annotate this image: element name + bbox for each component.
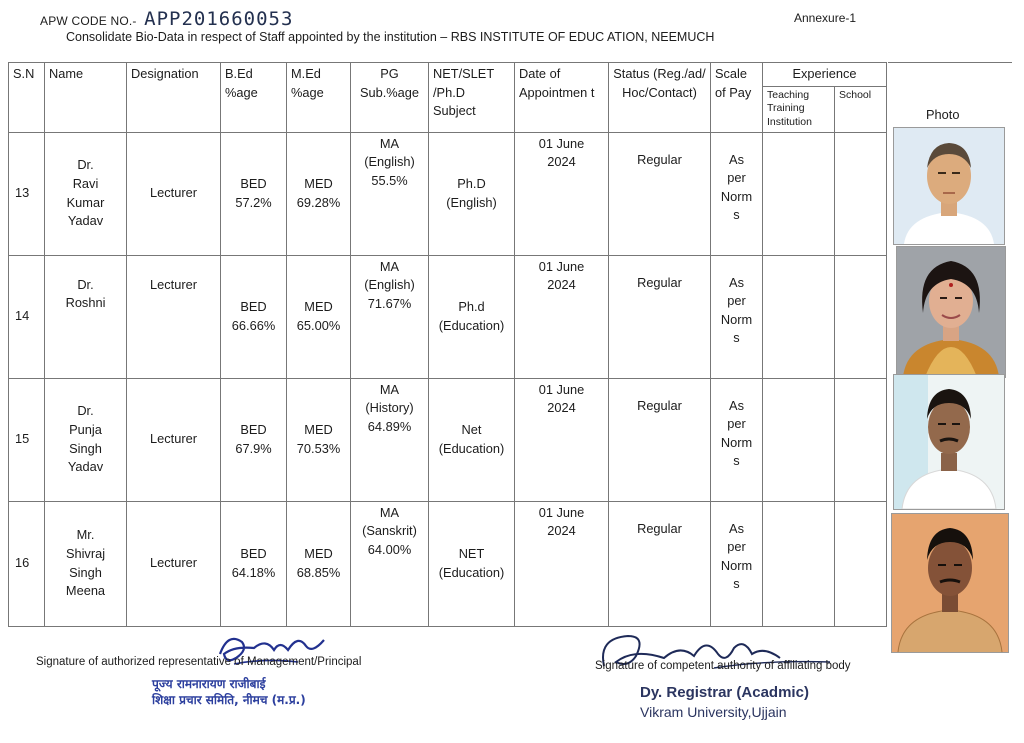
cell-name: Dr. Roshni [45,255,127,378]
portrait-man-icon [894,128,1004,244]
cell-exp-school [835,378,887,501]
table-row [9,255,887,378]
photo-header [888,62,1012,129]
photo-header-label: Photo [926,107,960,122]
cell-date: 01 June 2024 [515,378,609,501]
apw-code-label: APW CODE NO.- [40,14,137,28]
stamp-right-line1: Dy. Registrar (Acadmic) [640,684,809,701]
portrait-man-icon [894,375,1004,509]
cell-med: MED 69.28% [287,132,351,255]
cell-net: Ph.d (Education) [429,255,515,378]
cell-exp-school [835,132,887,255]
cell-name: Dr. Ravi Kumar Yadav [45,132,127,255]
cell-designation: Lecturer [127,378,221,501]
cell-med: MED 70.53% [287,378,351,501]
header-designation: Designation [127,63,221,133]
table-row [9,132,887,255]
cell-scale: As per Norm s [711,132,763,255]
cell-exp-teaching [763,132,835,255]
header-pg: PG Sub.%age [351,63,429,133]
cell-exp-teaching [763,501,835,626]
cell-med: MED 68.85% [287,501,351,626]
header-med: M.Ed %age [287,63,351,133]
cell-status: Regular [609,501,711,626]
cell-exp-school [835,255,887,378]
cell-status: Regular [609,378,711,501]
cell-designation: Lecturer [127,255,221,378]
header-name: Name [45,63,127,133]
document-title: Consolidate Bio-Data in respect of Staff appointed by the institution – RBS INSTITUTE OF EDUC ATION, NEEMUCH [66,30,715,44]
cell-designation: Lecturer [127,132,221,255]
header-net: NET/SLET /Ph.D Subject [429,63,515,133]
header-exp-teaching: Teaching Training Institution [763,86,835,132]
cell-bed: BED 66.66% [221,255,287,378]
header-exp-school: School [835,86,887,132]
cell-status: Regular [609,255,711,378]
header-experience: Experience [763,63,887,87]
stamp-left-line2: शिक्षा प्रचार समिति, नीमच (म.प्र.) [152,693,306,708]
signature-left-label: Signature of authorized representative of Management/Principal [36,656,362,668]
cell-bed: BED 64.18% [221,501,287,626]
cell-exp-school [835,501,887,626]
cell-name: Mr. Shivraj Singh Meena [45,501,127,626]
cell-pg: MA (English) 71.67% [351,255,429,378]
cell-status: Regular [609,132,711,255]
staff-photo-16 [891,513,1009,653]
cell-date: 01 June 2024 [515,255,609,378]
cell-exp-teaching [763,255,835,378]
cell-net: NET (Education) [429,501,515,626]
cell-date: 01 June 2024 [515,132,609,255]
stamp-right-line2: Vikram University,Ujjain [640,704,787,721]
signature-right-label: Signature of competent authority of affiliating body [595,660,851,672]
header-sn: S.N [9,63,45,133]
header-status: Status (Reg./ad/ Hoc/Contact) [609,63,711,133]
portrait-man-icon [892,514,1008,652]
cell-name: Dr. Punja Singh Yadav [45,378,127,501]
cell-pg: MA (English) 55.5% [351,132,429,255]
cell-sn: 16 [9,501,45,626]
cell-scale: As per Norm s [711,378,763,501]
cell-date: 01 June 2024 [515,501,609,626]
table-row [9,501,887,626]
cell-net: Ph.D (English) [429,132,515,255]
table-row [9,378,887,501]
portrait-woman-icon [897,247,1005,377]
cell-bed: BED 67.9% [221,378,287,501]
staff-photo-15 [893,374,1005,510]
cell-sn: 13 [9,132,45,255]
cell-designation: Lecturer [127,501,221,626]
registrar-stamp [640,683,809,722]
cell-sn: 15 [9,378,45,501]
cell-net: Net (Education) [429,378,515,501]
staff-table [8,62,887,627]
cell-pg: MA (Sanskrit) 64.00% [351,501,429,626]
apw-code-line [40,8,293,30]
staff-photo-14 [896,246,1006,378]
staff-photo-13 [893,127,1005,245]
cell-med: MED 65.00% [287,255,351,378]
cell-exp-teaching [763,378,835,501]
header-date: Date of Appointmen t [515,63,609,133]
stamp-left-line1: पूज्य रामनारायण राजीबाई [152,677,266,691]
annexure-label: Annexure-1 [794,11,857,25]
apw-code-value: APP201660053 [144,8,294,30]
management-stamp [152,676,306,708]
cell-scale: As per Norm s [711,501,763,626]
cell-sn: 14 [9,255,45,378]
cell-bed: BED 57.2% [221,132,287,255]
cell-pg: MA (History) 64.89% [351,378,429,501]
header-bed: B.Ed %age [221,63,287,133]
header-scale: Scale of Pay [711,63,763,133]
cell-scale: As per Norm s [711,255,763,378]
